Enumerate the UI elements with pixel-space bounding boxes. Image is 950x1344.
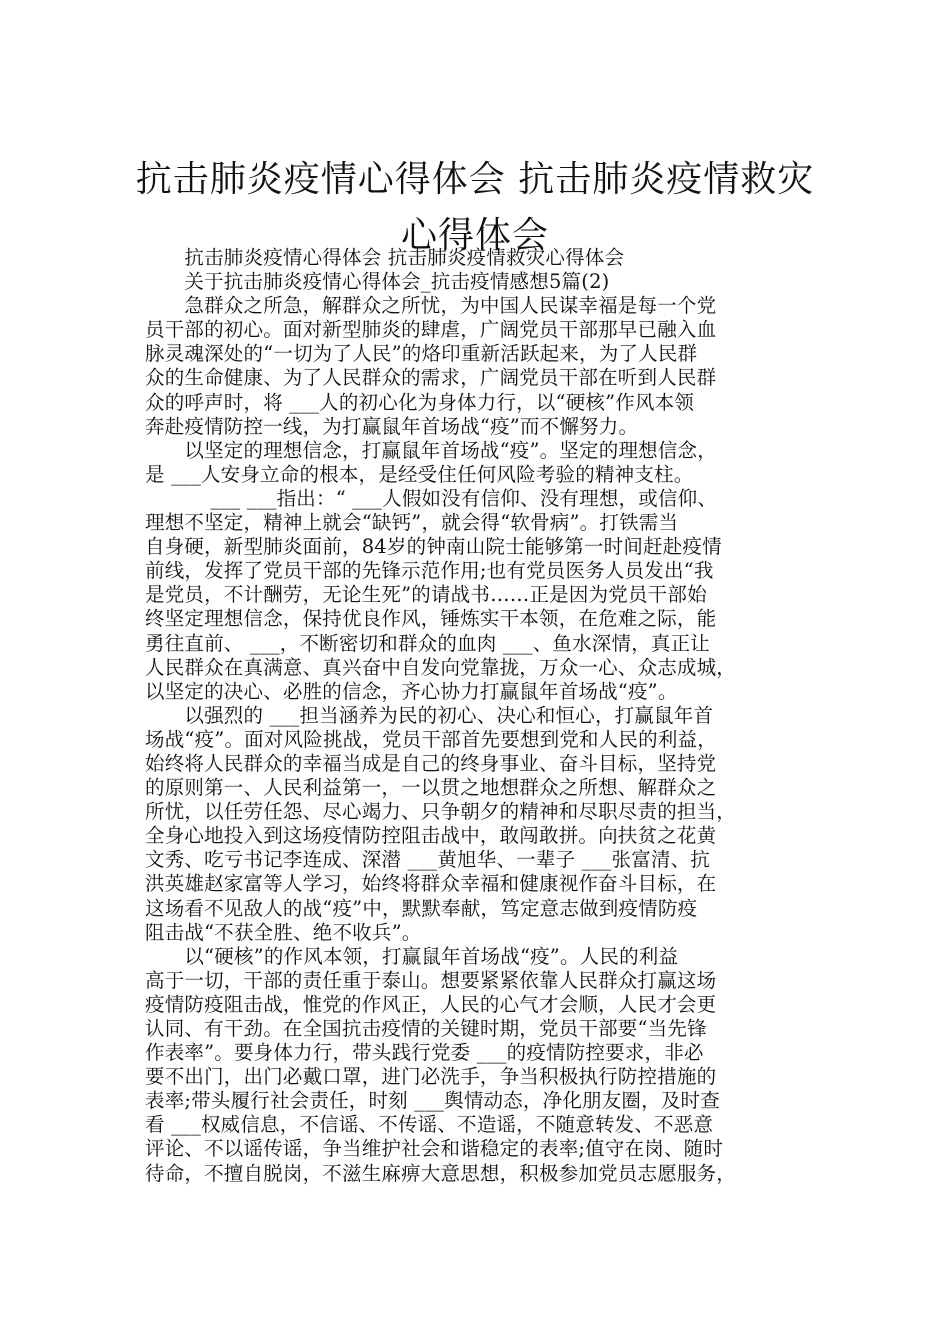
body-line: 阻击战“不获全胜、绝不收兵”。 (145, 920, 422, 944)
body-line: 看 ___权威信息，不信谣、不传谣、不造谣，不随意转发、不恶意 (145, 1113, 714, 1137)
body-line: ___ ___指出：“ ___人假如没有信仰、没有理想，或信仰、 (145, 486, 718, 510)
body-line: 以坚定的理想信念，打赢鼠年首场战“疫”。坚定的理想信念， (145, 438, 717, 462)
body-line: 脉灵魂深处的“一切为了人民”的烙印重新活跃起来，为了人民群 (145, 342, 698, 366)
body-line: 待命，不擅自脱岗，不滋生麻痹大意思想，积极参加党员志愿服务， (145, 1161, 737, 1185)
body-line: 作表率”。要身体力行，带头践行党委 ___的疫情防控要求，非必 (145, 1041, 704, 1065)
body-line: 急群众之所急，解群众之所忧，为中国人民谋幸福是每一个党 (145, 294, 717, 318)
body-line: 自身硬，新型肺炎面前，84岁的钟南山院士能够第一时间赶赴疫情 (145, 535, 722, 559)
title-line: 抗击肺炎疫情心得体会 抗击肺炎疫情救灾 (135, 159, 815, 201)
body-line: 以“硬核”的作风本领，打赢鼠年首场战“疫”。人民的利益 (145, 944, 679, 968)
body-line: 高于一切，干部的责任重于泰山。想要紧紧依靠人民群众打赢这场 (145, 968, 717, 992)
body-line: 所忧，以任劳任怨、尽心竭力、只争朝夕的精神和尽职尽责的担当， (145, 800, 737, 824)
body-line: 理想不坚定，精神上就会“缺钙”，就会得“软骨病”。打铁需当 (145, 511, 679, 535)
body-line: 终坚定理想信念，保持优良作风，锤炼实干本领，在危难之际，能 (145, 607, 717, 631)
body-line: 全身心地投入到这场疫情防控阻击战中，敢闯敢拼。向扶贫之花黄 (145, 824, 717, 848)
body-line: 关于抗击肺炎疫情心得体会_抗击疫情感想5篇(2) (145, 270, 610, 294)
body-line: 洪英雄赵家富等人学习，始终将群众幸福和健康视作奋斗目标，在 (145, 872, 717, 896)
body-line: 是 ___人安身立命的根本，是经受住任何风险考验的精神支柱。 (145, 462, 694, 486)
body-line: 抗击肺炎疫情心得体会 抗击肺炎疫情救灾心得体会 (145, 246, 625, 269)
body-line: 这场看不见敌人的战“疫”中，默默奉献，笃定意志做到疫情防疫 (145, 896, 698, 920)
body-line: 以坚定的决心、必胜的信念，齐心协力打赢鼠年首场战“疫”。 (145, 679, 678, 703)
body-line: 的原则第一、人民利益第一，一以贯之地想群众之所想、解群众之 (145, 776, 717, 800)
body-line: 是党员，不计酬劳，无论生死”的请战书……正是因为党员干部始 (145, 583, 707, 607)
title-line: 心得体会 (400, 215, 549, 257)
body-line: 始终将人民群众的幸福当成是自己的终身事业、奋斗目标，坚持党 (145, 751, 717, 775)
body-line: 要不出门，出门必戴口罩，进门必洗手，争当积极执行防控措施的 (145, 1065, 717, 1089)
body-line: 以强烈的 ___担当涵养为民的初心、决心和恒心，打赢鼠年首 (145, 703, 714, 727)
body-line: 奔赴疫情防控一线，为打赢鼠年首场战“疫”而不懈努力。 (145, 414, 639, 438)
body-line: 疫情防疫阻击战，惟党的作风正，人民的心气才会顺，人民才会更 (145, 992, 717, 1016)
body-line: 众的生命健康、为了人民群众的需求，广阔党员干部在听到人民群 (145, 366, 717, 390)
document-body (145, 246, 820, 1186)
body-line: 人民群众在真满意、真兴奋中自发向党靠拢，万众一心、众志成城， (145, 655, 737, 679)
body-line: 员干部的初心。面对新型肺炎的肆虐，广阔党员干部那早已融入血 (145, 318, 717, 342)
body-line: 众的呼声时，将 ___人的初心化为身体力行，以“硬核”作风本领 (145, 390, 695, 414)
body-line: 勇往直前、 ___，不断密切和群众的血肉 ___、鱼水深情，真正让 (145, 631, 710, 655)
body-line: 认同、有干劲。在全国抗击疫情的关键时期，党员干部要“当先锋 (145, 1017, 707, 1040)
body-line: 评论、不以谣传谣，争当维护社会和谐稳定的表率;值守在岗、随时 (145, 1137, 724, 1161)
body-line: 前线，发挥了党员干部的先锋示范作用;也有党员医务人员发出“我 (145, 559, 714, 583)
body-line: 场战“疫”。面对风险挑战，党员干部首先要想到党和人民的利益， (145, 727, 717, 751)
body-line: 文秀、吃亏书记李连成、深潜 ___黄旭华、一辈子 ___张富清、抗 (145, 848, 710, 872)
body-line: 表率;带头履行社会责任，时刻 ___舆情动态，净化朋友圈，及时查 (145, 1089, 720, 1113)
